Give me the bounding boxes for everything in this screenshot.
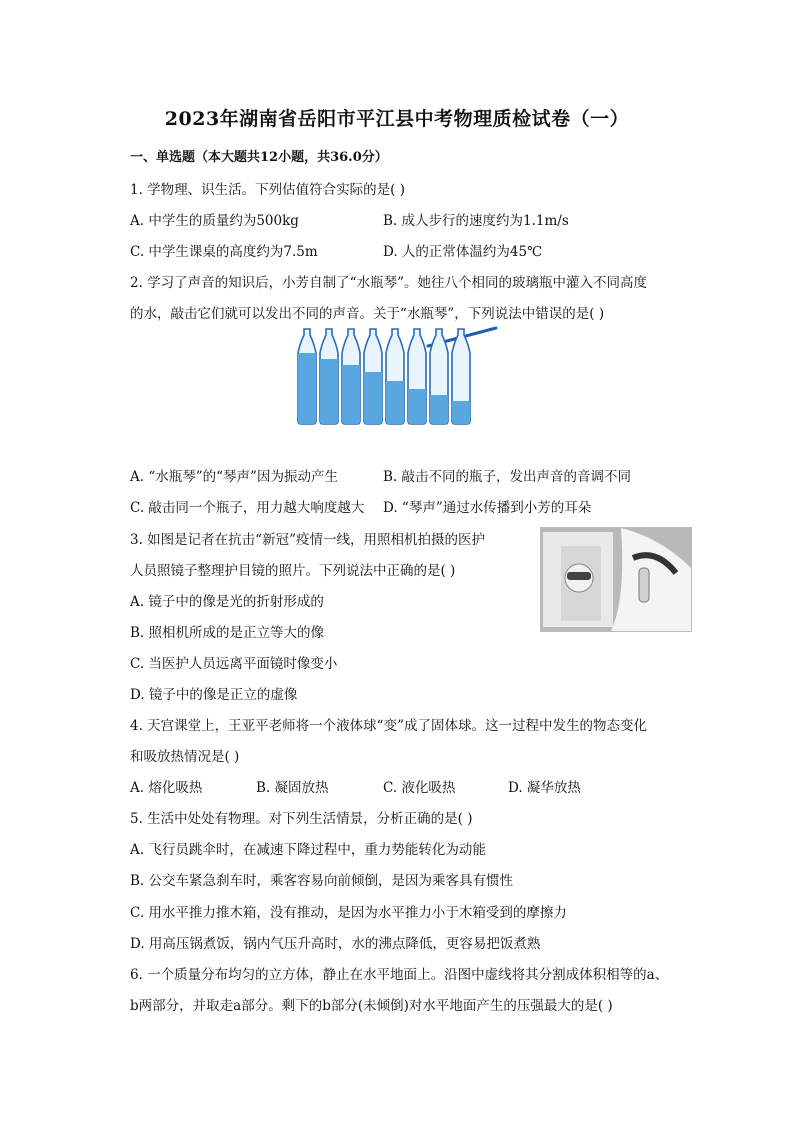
q2-option-a: A. “水瓶琴”的“琴声”因为振动产生: [130, 469, 338, 485]
q3-option-c: C. 当医护人员远离平面镜时像变小: [130, 656, 338, 672]
q1-option-a: A. 中学生的质量约为500kg: [130, 213, 299, 229]
q1-option-b: B. 成人步行的速度约为1.1m/s: [383, 213, 569, 229]
question-5-stem: 5. 生活中处处有物理。对下列生活情景，分析正确的是( ): [130, 811, 473, 827]
question-6-stem-line1: 6. 一个质量分布均匀的立方体，静止在水平地面上。沿图中虚线将其分割成体积相等的a、: [130, 967, 669, 983]
q3-option-a: A. 镜子中的像是光的折射形成的: [130, 594, 324, 610]
q4-option-c: C. 液化吸热: [383, 780, 456, 796]
section-header: 一、单选题（本大题共12小题，共36.0分）: [130, 150, 388, 165]
question-2-stem-line2: 的水，敲击它们就可以发出不同的声音。关于“水瓶琴”，下列说法中错误的是( ): [130, 306, 605, 322]
question-4-stem-line2: 和吸放热情况是( ): [130, 749, 240, 765]
q4-option-b: B. 凝固放热: [256, 780, 329, 796]
q5-option-b: B. 公交车紧急刹车时，乘客容易向前倾倒，是因为乘客具有惯性: [130, 873, 514, 889]
bottle-7: [430, 329, 448, 425]
q4-option-a: A. 熔化吸热: [130, 780, 203, 796]
water-bottles-figure: [288, 326, 508, 426]
bottle-3: [342, 329, 360, 425]
q2-option-d: D. “琴声”通过水传播到小芳的耳朵: [383, 500, 592, 516]
bottle-4: [364, 329, 382, 425]
bottle-6: [408, 329, 426, 425]
q5-option-c: C. 用水平推力推木箱，没有推动，是因为水平推力小于木箱受到的摩擦力: [130, 905, 567, 921]
q4-option-d: D. 凝华放热: [508, 780, 581, 796]
question-2-stem-line1: 2. 学习了声音的知识后，小芳自制了“水瓶琴”。她往八个相同的玻璃瓶中灌入不同高度: [130, 275, 647, 291]
exam-title: 2023年湖南省岳阳市平江县中考物理质检试卷（一）: [164, 108, 630, 130]
q1-option-d: D. 人的正常体温约为45℃: [383, 244, 543, 260]
bottle-1: [298, 329, 316, 425]
q3-option-b: B. 照相机所成的是正立等大的像: [130, 625, 325, 641]
q3-option-d: D. 镜子中的像是正立的虚像: [130, 687, 298, 703]
question-3-stem-line2: 人员照镜子整理护目镜的照片。下列说法中正确的是( ): [130, 563, 456, 579]
bottle-8: [452, 329, 470, 425]
bottle-5: [386, 329, 404, 425]
mirror-photo: [540, 527, 692, 632]
question-6-stem-line2: b两部分，并取走a部分。剩下的b部分(未倾倒)对水平地面产生的压强最大的是( ): [130, 998, 613, 1014]
q2-option-c: C. 敲击同一个瓶子，用力越大响度越大: [130, 500, 365, 516]
question-4-stem-line1: 4. 天宫课堂上，王亚平老师将一个液体球“变”成了固体球。这一过程中发生的物态变化: [130, 718, 647, 734]
question-3-stem-line1: 3. 如图是记者在抗击“新冠”疫情一线，用照相机拍摄的医护: [130, 532, 485, 548]
q1-option-c: C. 中学生课桌的高度约为7.5m: [130, 244, 318, 260]
q2-option-b: B. 敲击不同的瓶子，发出声音的音调不同: [383, 469, 632, 485]
question-1-stem: 1. 学物理、识生活。下列估值符合实际的是( ): [130, 182, 405, 198]
q5-option-d: D. 用高压锅煮饭，锅内气压升高时，水的沸点降低，更容易把饭煮熟: [130, 936, 541, 952]
q5-option-a: A. 飞行员跳伞时，在减速下降过程中，重力势能转化为动能: [130, 842, 486, 858]
bottle-2: [320, 329, 338, 425]
